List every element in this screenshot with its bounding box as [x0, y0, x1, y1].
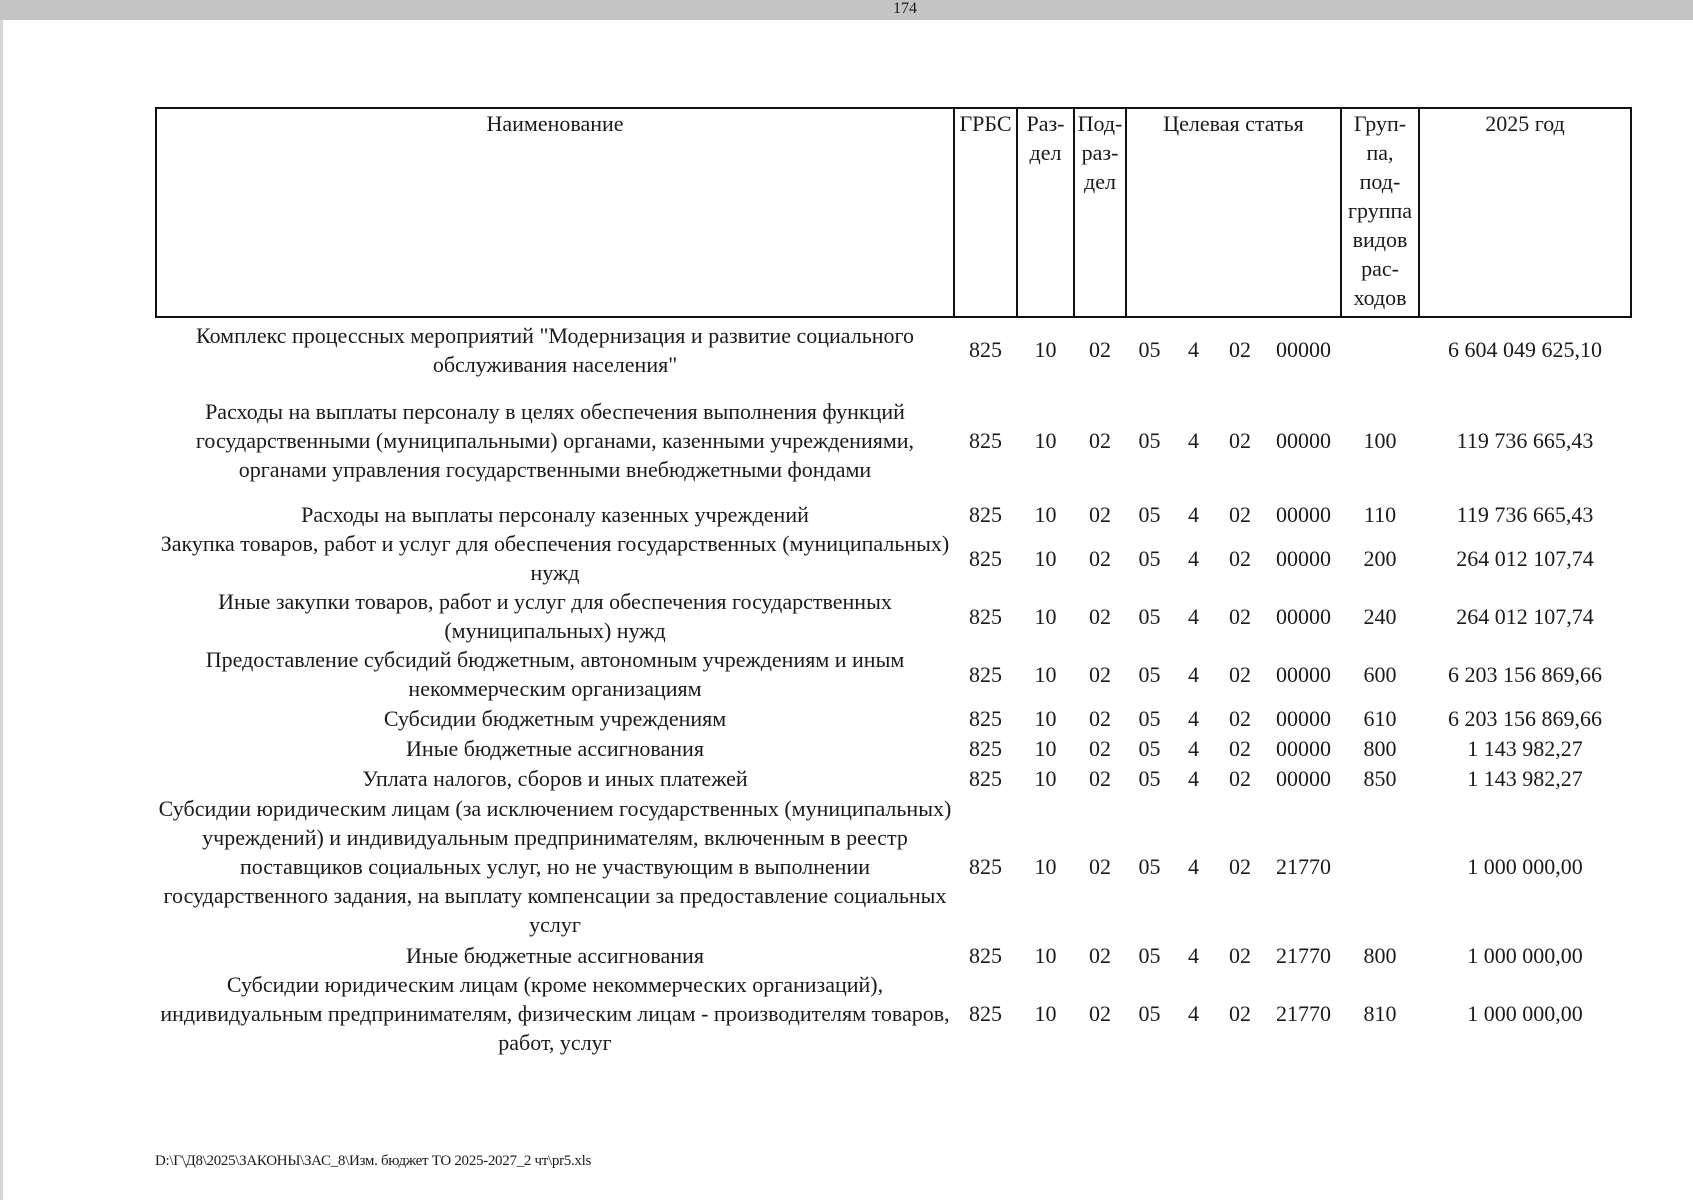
row-expense-group: 110: [1363, 501, 1397, 527]
row-amount: 1 000 000,00: [1467, 854, 1583, 879]
row-amount: 6 203 156 869,66: [1448, 661, 1602, 687]
row-razdel: 10: [1034, 337, 1057, 362]
row-grbs: 825: [969, 545, 1002, 571]
row-grbs: 825: [969, 661, 1002, 687]
row-name: Предоставление субсидий бюджетным, автономным учреждениям и иным некоммерческим организациям: [205, 647, 905, 701]
row-grbs: 825: [969, 427, 1002, 453]
row-target-complex: 02: [1229, 427, 1251, 453]
row-target-program: 05: [1138, 854, 1161, 879]
row-expense-group: 200: [1363, 545, 1397, 571]
footer-file-path: D:\Г\Д8\2025\ЗАКОНЫ\ЗАС_8\Изм. бюджет ТО 2025-2027_2 чт\pr5.xls: [155, 1153, 592, 1169]
row-target-program: 05: [1138, 705, 1161, 731]
row-target-type: 4: [1188, 705, 1199, 731]
row-target-direction: 00000: [1276, 545, 1331, 571]
row-amount: 119 736 665,43: [1456, 427, 1594, 453]
row-amount: 1 000 000,00: [1467, 1001, 1583, 1026]
row-target-program: 05: [1138, 661, 1161, 687]
row-target-program: 05: [1138, 337, 1161, 362]
row-podrazdel: 02: [1089, 603, 1111, 629]
row-target-program: 05: [1138, 603, 1161, 629]
row-expense-group: [1341, 317, 1419, 381]
row-amount: 6 203 156 869,66: [1448, 705, 1602, 731]
row-target-direction: 00000: [1276, 661, 1331, 687]
row-target-complex: 02: [1229, 765, 1251, 791]
row-name: Субсидии юридическим лицам (за исключением государственных (муниципальных) учреждений) и индивидуальным предпринимателям, включенным в реестр поставщиков социальных услуг, но не участвующим в выполнении государственного задания, на выплату компенсации за предоставление социальных услуг: [158, 796, 952, 937]
row-razdel: 10: [1034, 942, 1057, 968]
row-name: Расходы на выплаты персоналу казенных учреждений: [301, 501, 809, 527]
row-expense-group: 800: [1363, 942, 1397, 968]
row-grbs: 825: [969, 603, 1002, 629]
row-target-type: 4: [1188, 854, 1199, 879]
row-podrazdel: 02: [1089, 705, 1111, 731]
row-podrazdel: 02: [1089, 1001, 1111, 1026]
row-grbs: 825: [969, 337, 1002, 362]
row-target-program: 05: [1138, 501, 1161, 527]
row-razdel: 10: [1034, 661, 1057, 687]
row-target-type: 4: [1188, 545, 1199, 571]
row-target-complex: 02: [1229, 501, 1251, 527]
table-row: [156, 703, 1631, 733]
table-header-row: [156, 108, 1631, 317]
table-row: [156, 587, 1631, 645]
row-expense-group: 100: [1363, 427, 1397, 453]
page-number: 174: [893, 0, 917, 17]
row-name: Иные бюджетные ассигнования: [406, 735, 704, 761]
row-podrazdel: 02: [1089, 735, 1111, 761]
table-row: [156, 529, 1631, 587]
table-row: [156, 381, 1631, 499]
row-expense-group: [1341, 793, 1419, 940]
row-amount: 1 143 982,27: [1467, 765, 1583, 791]
row-razdel: 10: [1034, 854, 1057, 879]
table-row: [156, 970, 1631, 1057]
row-razdel: 10: [1034, 545, 1057, 571]
row-podrazdel: 02: [1089, 427, 1111, 453]
row-podrazdel: 02: [1089, 545, 1111, 571]
row-target-complex: 02: [1229, 1001, 1251, 1026]
header-name: Наименование: [156, 108, 954, 317]
row-grbs: 825: [969, 942, 1002, 968]
table-row: [156, 940, 1631, 970]
row-razdel: 10: [1034, 765, 1057, 791]
header-razdel: Раз- дел: [1017, 108, 1074, 317]
row-target-complex: 02: [1229, 942, 1251, 968]
row-amount: 1 143 982,27: [1467, 735, 1583, 761]
row-target-program: 05: [1138, 765, 1161, 791]
row-grbs: 825: [969, 854, 1002, 879]
row-name: Уплата налогов, сборов и иных платежей: [362, 765, 748, 791]
row-razdel: 10: [1034, 603, 1057, 629]
row-amount: 119 736 665,43: [1456, 501, 1594, 527]
row-razdel: 10: [1034, 705, 1057, 731]
row-target-type: 4: [1188, 427, 1199, 453]
row-target-direction: 00000: [1276, 603, 1331, 629]
row-razdel: 10: [1034, 501, 1057, 527]
row-grbs: 825: [969, 765, 1002, 791]
row-target-direction: 21770: [1276, 942, 1331, 968]
row-target-program: 05: [1138, 427, 1161, 453]
row-target-complex: 02: [1229, 735, 1251, 761]
row-target-type: 4: [1188, 337, 1199, 362]
header-target-article: Целевая статья: [1126, 108, 1341, 317]
row-grbs: 825: [969, 705, 1002, 731]
row-name: Закупка товаров, работ и услуг для обеспечения государственных (муниципальных) нужд: [160, 531, 950, 585]
row-name: Иные закупки товаров, работ и услуг для обеспечения государственных (муниципальных) нужд: [218, 589, 892, 643]
row-podrazdel: 02: [1089, 765, 1111, 791]
row-expense-group: 810: [1363, 1001, 1397, 1026]
row-expense-group: 600: [1363, 661, 1397, 687]
row-amount: 264 012 107,74: [1456, 603, 1594, 629]
row-target-type: 4: [1188, 735, 1199, 761]
row-target-complex: 02: [1229, 337, 1251, 362]
scan-left-edge: [0, 20, 3, 1200]
row-target-type: 4: [1188, 1001, 1199, 1026]
row-target-complex: 02: [1229, 854, 1251, 879]
header-expense-group: Груп- па, под- группа видов рас- ходов: [1341, 108, 1419, 317]
budget-table: [155, 107, 1632, 1057]
row-name: Иные бюджетные ассигнования: [406, 942, 704, 968]
row-target-direction: 00000: [1276, 765, 1331, 791]
table-row: [156, 763, 1631, 793]
header-year: 2025 год: [1419, 108, 1631, 317]
row-target-direction: 21770: [1276, 854, 1331, 879]
row-razdel: 10: [1034, 735, 1057, 761]
row-podrazdel: 02: [1089, 661, 1111, 687]
row-target-type: 4: [1188, 661, 1199, 687]
row-podrazdel: 02: [1089, 501, 1111, 527]
row-grbs: 825: [969, 1001, 1002, 1026]
row-target-program: 05: [1138, 735, 1161, 761]
row-grbs: 825: [969, 501, 1002, 527]
row-target-complex: 02: [1229, 705, 1251, 731]
row-razdel: 10: [1034, 427, 1057, 453]
row-target-direction: 00000: [1276, 705, 1331, 731]
row-amount: 6 604 049 625,10: [1448, 337, 1602, 362]
table-row: [156, 733, 1631, 763]
table-row: [156, 317, 1631, 381]
row-target-direction: 00000: [1276, 735, 1331, 761]
row-expense-group: 800: [1363, 735, 1397, 761]
row-expense-group: 610: [1363, 705, 1397, 731]
row-razdel: 10: [1034, 1001, 1057, 1026]
table-row: [156, 793, 1631, 940]
header-podrazdel: Под- раз- дел: [1074, 108, 1126, 317]
row-target-type: 4: [1188, 765, 1199, 791]
row-target-direction: 00000: [1276, 501, 1331, 527]
row-target-direction: 00000: [1276, 337, 1331, 362]
table-row: [156, 499, 1631, 529]
row-target-program: 05: [1138, 942, 1161, 968]
row-target-type: 4: [1188, 501, 1199, 527]
row-amount: 1 000 000,00: [1467, 942, 1583, 968]
row-target-direction: 00000: [1276, 427, 1331, 453]
header-grbs: ГРБС: [954, 108, 1017, 317]
row-podrazdel: 02: [1089, 854, 1111, 879]
row-amount: 264 012 107,74: [1456, 545, 1594, 571]
row-target-program: 05: [1138, 545, 1161, 571]
table-row: [156, 645, 1631, 703]
row-expense-group: 850: [1363, 765, 1397, 791]
row-name: Субсидии бюджетным учреждениям: [383, 705, 727, 731]
row-name: Субсидии юридическим лицам (кроме некоммерческих организаций), индивидуальным предпринимателям, физическим лицам - производителям товаров, работ, услуг: [160, 972, 950, 1055]
row-podrazdel: 02: [1089, 337, 1111, 362]
row-expense-group: 240: [1363, 603, 1397, 629]
scan-top-band: [0, 0, 1693, 20]
row-podrazdel: 02: [1089, 942, 1111, 968]
row-grbs: 825: [969, 735, 1002, 761]
row-name: Расходы на выплаты персоналу в целях обеспечения выполнения функций государственными (муниципальными) органами, казенными учреждениями, органами управления государственными внебюджетными фондами: [195, 398, 915, 482]
row-target-program: 05: [1138, 1001, 1161, 1026]
row-target-complex: 02: [1229, 545, 1251, 571]
row-target-complex: 02: [1229, 661, 1251, 687]
row-target-type: 4: [1188, 942, 1199, 968]
row-name: Комплекс процессных мероприятий "Модернизация и развитие социального обслуживания населения": [195, 322, 915, 377]
row-target-type: 4: [1188, 603, 1199, 629]
row-target-complex: 02: [1229, 603, 1251, 629]
row-target-direction: 21770: [1276, 1001, 1331, 1026]
